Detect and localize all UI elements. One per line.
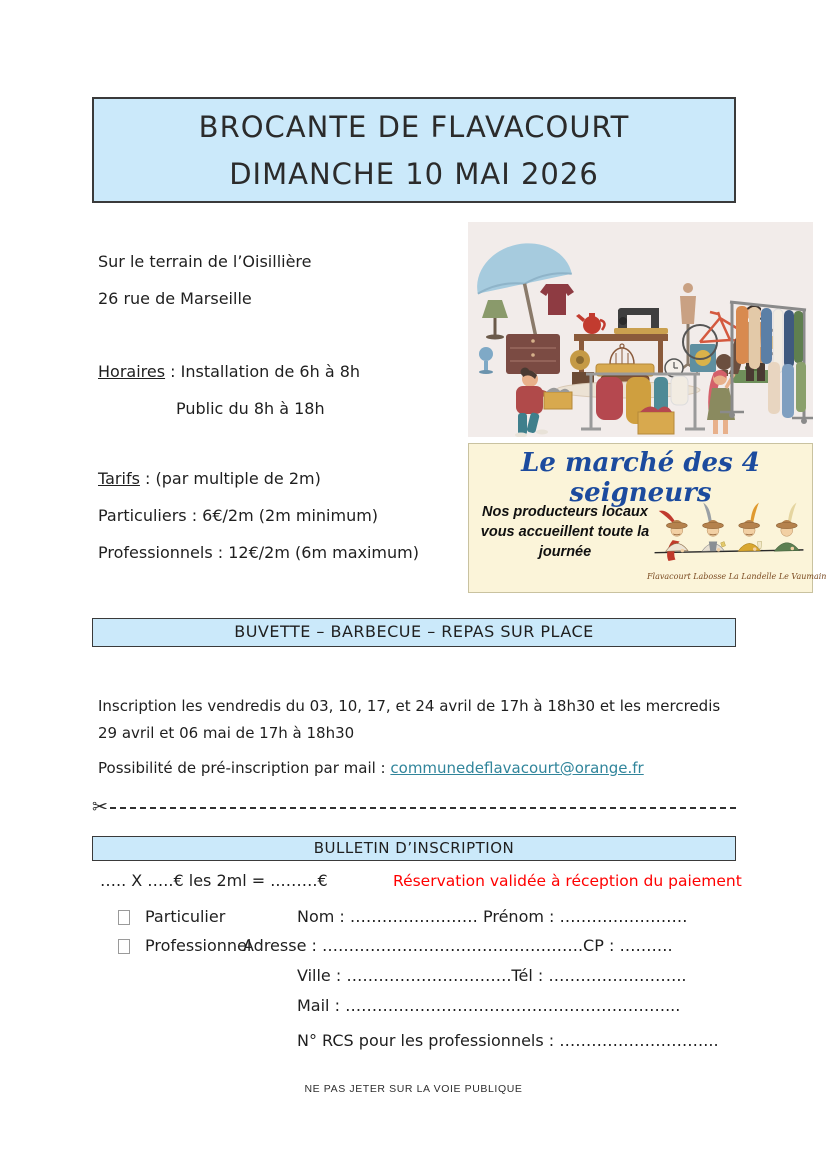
email-link[interactable]: communedeflavacourt@orange.fr	[390, 759, 644, 777]
cut-dashes	[110, 807, 736, 809]
particulier-label: Particulier	[145, 907, 226, 926]
scissors-icon: ✂	[92, 795, 108, 818]
footer-notice: NE PAS JETER SUR LA VOIE PUBLIQUE	[304, 1083, 523, 1095]
row-adresse-cp: Adresse : ………………………………………….CP : ……….	[243, 936, 673, 955]
tarifs-text: : (par multiple de 2m)	[139, 469, 321, 488]
row-rcs: N° RCS pour les professionnels : ………………………...	[297, 1031, 719, 1050]
tarifs-label: Tarifs	[98, 469, 140, 488]
horaires-text: : Installation de 6h à 8h	[165, 362, 361, 381]
bulletin-banner: BULLETIN D’INSCRIPTION	[92, 836, 736, 861]
row-nom-prenom: Nom : …………………… Prénom : ……………………	[297, 907, 688, 926]
inscription-paragraph: Inscription les vendredis du 03, 10, 17, et 24 avril de 17h à 18h30 et les mercredis 29 avril et 06 mai de 17h à 18h30	[98, 697, 721, 742]
cut-line	[92, 795, 736, 819]
flea-market-illustration	[468, 222, 813, 437]
row-ville-tel: Ville : ………………………….Tél : ……………………..	[297, 966, 687, 985]
horaires-line	[98, 362, 360, 381]
mail-line	[98, 759, 644, 777]
professionnel-checkbox	[118, 939, 130, 954]
horaires-public: Public du 8h à 18h	[176, 399, 325, 418]
market-banner-villages: Flavacourt Labosse La Landelle Le Vaumain	[647, 572, 827, 581]
professionnel-label: Professionnel	[145, 936, 252, 955]
tarif-particuliers: Particuliers : 6€/2m (2m minimum)	[98, 506, 379, 525]
reservation-note: Réservation validée à réception du paiement	[393, 872, 742, 890]
tarif-professionnels: Professionnels : 12€/2m (6m maximum)	[98, 543, 419, 562]
venue-line-1: Sur le terrain de l’Oisillière	[98, 252, 312, 271]
price-formula: ….. X …..€ les 2ml = ..…….€	[100, 871, 328, 890]
event-title: BROCANTE DE FLAVACOURT	[198, 110, 630, 144]
market-banner-subtitle: Nos producteurs locaux vous accueillent toute la journée	[480, 504, 650, 560]
venue-line-2: 26 rue de Marseille	[98, 289, 252, 308]
market-banner	[468, 443, 827, 593]
title-banner	[92, 97, 736, 203]
tarifs-line	[98, 469, 321, 488]
four-lords-illustration	[649, 486, 809, 572]
particulier-checkbox	[118, 910, 130, 925]
horaires-label: Horaires	[98, 362, 166, 381]
event-date: DIMANCHE 10 MAI 2026	[229, 157, 599, 191]
buvette-banner: BUVETTE – BARBECUE – REPAS SUR PLACE	[92, 618, 736, 647]
row-mail: Mail : ……………………………………………………...	[297, 996, 681, 1015]
market-banner-title: Le marché des 4 seigneurs	[521, 448, 760, 508]
mail-prefix: Possibilité de pré-inscription par mail :	[98, 759, 391, 777]
